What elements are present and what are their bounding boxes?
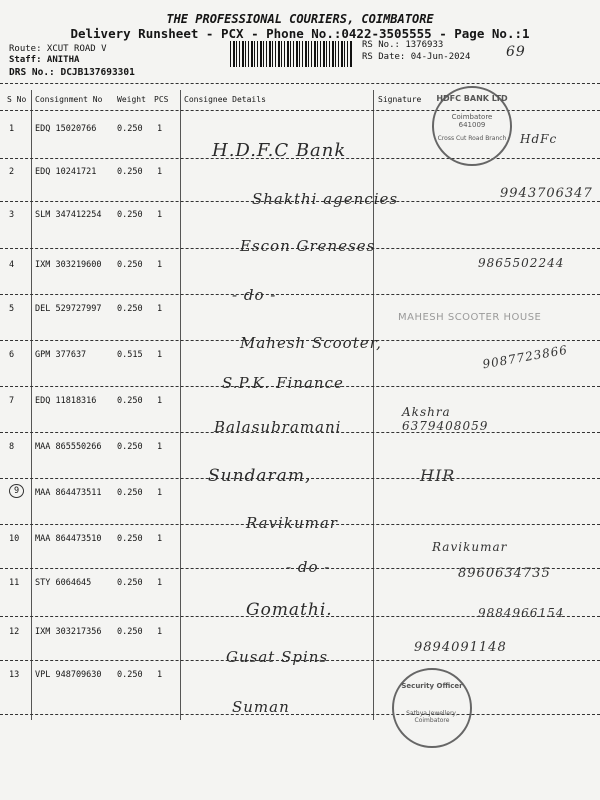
hdfc-bank-stamp <box>432 86 512 166</box>
row-consignment: SLM 347412254 <box>35 210 102 220</box>
table-row <box>0 666 600 708</box>
consignee-name: Gusat Spins <box>226 648 329 666</box>
row-consignment: EDQ 15020766 <box>35 124 97 134</box>
row-consignment: IXM 303219600 <box>35 260 102 270</box>
row-consignment: MAA 864473510 <box>35 534 102 544</box>
shop-stamp: MAHESH SCOOTER HOUSE <box>398 312 542 323</box>
consignee-name: H.D.F.C Bank <box>212 140 347 161</box>
row-divider <box>0 294 600 295</box>
row-sno: 3 <box>9 210 15 220</box>
row-pcs: 1 <box>157 260 163 270</box>
row-divider <box>0 714 600 715</box>
signature: 9943706347 <box>500 186 593 201</box>
header-sno: S No <box>7 95 27 104</box>
route-label: Route: XCUT ROAD V <box>9 44 107 54</box>
row-weight: 0.250 <box>117 488 143 498</box>
signature: Akshra 6379408059 <box>402 405 489 433</box>
document-title: THE PROFESSIONAL COURIERS, COIMBATORE <box>166 12 434 26</box>
barcode <box>230 41 352 67</box>
row-pcs: 1 <box>157 396 163 406</box>
header-signature: Signature <box>378 95 422 104</box>
header-weight: Weight <box>117 95 146 104</box>
row-pcs: 1 <box>157 167 163 177</box>
signature: 9087723866 <box>481 342 569 372</box>
row-weight: 0.250 <box>117 627 143 637</box>
rs-date: RS Date: 04-Jun-2024 <box>362 52 471 62</box>
row-consignment: EDQ 11818316 <box>35 396 97 406</box>
drs-number: DRS No.: DCJB137693301 <box>9 67 135 78</box>
row-consignment: VPL 948709630 <box>35 670 102 680</box>
signature: 8960634735 <box>458 566 551 581</box>
row-weight: 0.515 <box>117 350 143 360</box>
row-sno: 7 <box>9 396 15 406</box>
row-sno: 5 <box>9 304 15 314</box>
row-pcs: 1 <box>157 534 163 544</box>
header-details: Consignee Details <box>184 95 266 104</box>
row-pcs: 1 <box>157 488 163 498</box>
header-consignment: Consignment No <box>35 95 103 104</box>
row-consignment: STY 6064645 <box>35 578 92 588</box>
page-mark: 69 <box>506 44 526 60</box>
row-weight: 0.250 <box>117 260 143 270</box>
staff-label: Staff: ANITHA <box>9 55 80 65</box>
signature: 9894091148 <box>414 640 507 655</box>
header-pcs: PCS <box>154 95 169 104</box>
stamp-text: Sathya Jewellery, Coimbatore <box>406 710 458 724</box>
row-sno: 2 <box>9 167 15 177</box>
row-consignment: MAA 864473511 <box>35 488 102 498</box>
row-sno: 4 <box>9 260 15 270</box>
row-sno: 10 <box>9 534 20 544</box>
stamp-text: Cross Cut Road Branch <box>437 135 507 142</box>
consignee-name: - do - <box>232 286 277 304</box>
consignee-name: Suman <box>232 698 290 716</box>
consignee-name: Escon Greneses <box>240 237 376 255</box>
row-sno: 8 <box>9 442 15 452</box>
consignee-name: Gomathi. <box>246 600 333 620</box>
row-weight: 0.250 <box>117 167 143 177</box>
row-sno: 12 <box>9 627 20 637</box>
row-sno: 6 <box>9 350 15 360</box>
row-sno: 9 <box>9 484 24 498</box>
consignee-name: Ravikumar <box>246 514 338 532</box>
row-pcs: 1 <box>157 124 163 134</box>
row-sno: 1 <box>9 124 15 134</box>
rs-number: RS No.: 1376933 <box>362 40 444 50</box>
row-pcs: 1 <box>157 670 163 680</box>
row-weight: 0.250 <box>117 670 143 680</box>
row-weight: 0.250 <box>117 578 143 588</box>
row-weight: 0.250 <box>117 396 143 406</box>
row-divider <box>0 110 600 111</box>
signature: 9865502244 <box>478 256 565 270</box>
row-consignment: DEL 529727997 <box>35 304 102 314</box>
stamp-text: HDFC BANK LTD <box>436 94 508 103</box>
row-consignment: MAA 865550266 <box>35 442 102 452</box>
row-weight: 0.250 <box>117 304 143 314</box>
row-consignment: IXM 303217356 <box>35 627 102 637</box>
signature: HdFc <box>520 132 558 146</box>
row-pcs: 1 <box>157 442 163 452</box>
document-subtitle: Delivery Runsheet - PCX - Phone No.:0422-3505555 - Page No.:1 <box>70 26 530 41</box>
signature: Ravikumar <box>432 540 508 554</box>
consignee-name: - do - <box>286 558 331 576</box>
row-consignment: GPM 377637 <box>35 350 87 360</box>
header-rule <box>0 83 600 84</box>
row-weight: 0.250 <box>117 124 143 134</box>
row-pcs: 1 <box>157 627 163 637</box>
row-pcs: 1 <box>157 350 163 360</box>
row-sno: 11 <box>9 578 20 588</box>
stamp-text: Security Officer <box>401 682 463 690</box>
row-sno: 13 <box>9 670 20 680</box>
row-weight: 0.250 <box>117 210 143 220</box>
row-consignment: EDQ 10241721 <box>35 167 97 177</box>
row-weight: 0.250 <box>117 534 143 544</box>
consignee-name: Balasubramani <box>214 418 342 436</box>
signature: 9884966154 <box>478 606 565 620</box>
row-pcs: 1 <box>157 304 163 314</box>
row-pcs: 1 <box>157 210 163 220</box>
consignee-name: Sundaram, <box>208 466 312 486</box>
consignee-name: Shakthi agencies <box>252 190 399 208</box>
consignee-name: Mahesh Scooter, <box>240 334 382 352</box>
signature: HIR <box>420 466 456 485</box>
consignee-name: S.P.K. Finance <box>222 374 344 392</box>
stamp-text: Coimbatore <box>451 113 493 121</box>
row-weight: 0.250 <box>117 442 143 452</box>
row-pcs: 1 <box>157 578 163 588</box>
stamp-text: 641009 <box>458 121 486 129</box>
security-stamp <box>392 668 472 748</box>
